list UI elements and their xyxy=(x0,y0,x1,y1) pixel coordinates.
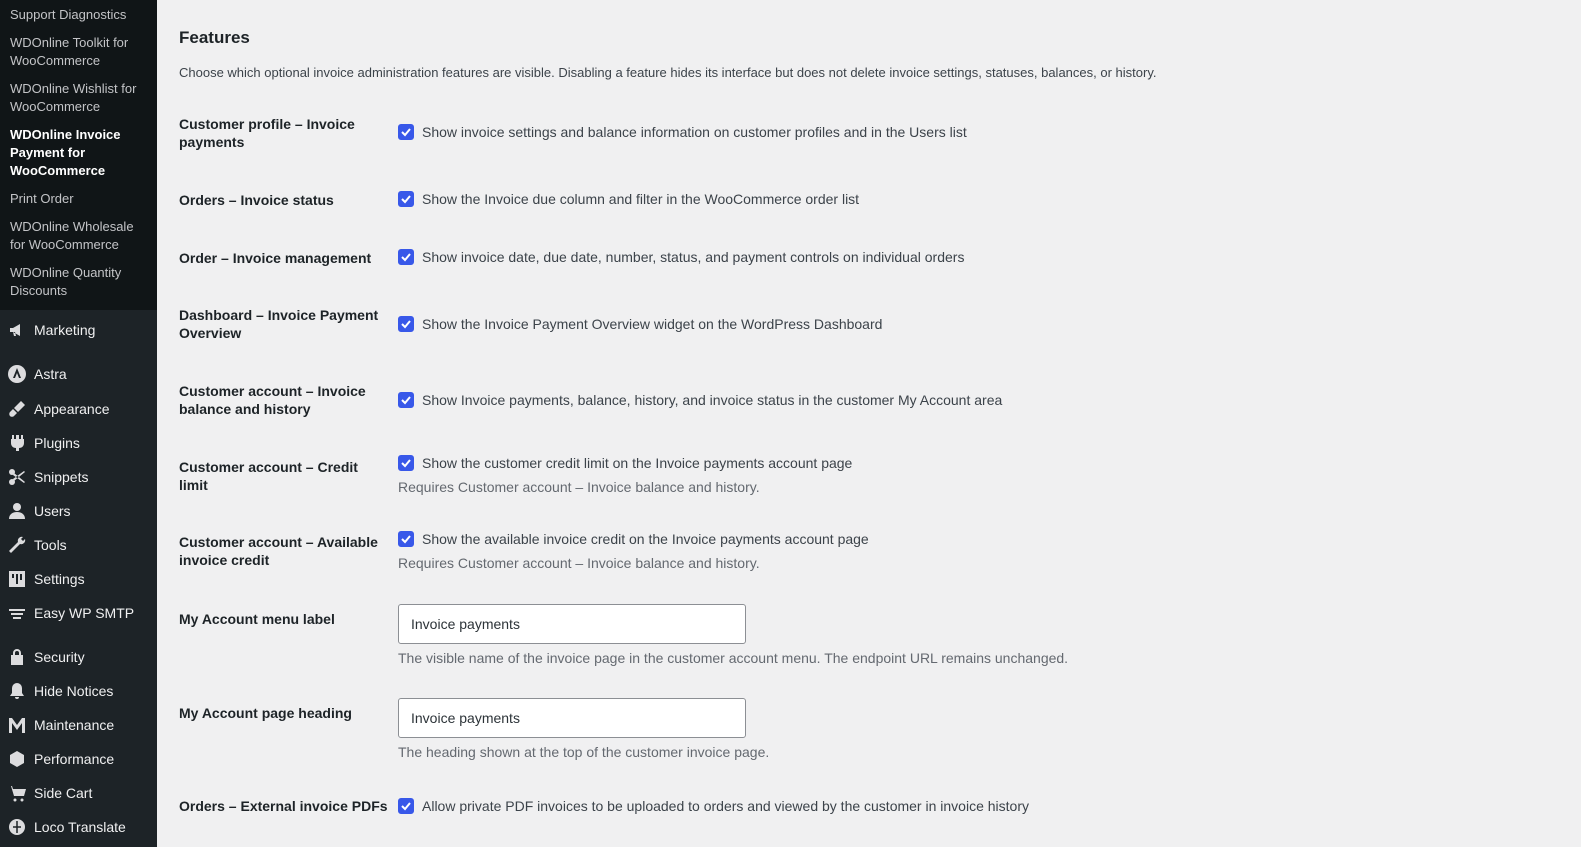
menu-item-security[interactable] xyxy=(0,640,157,674)
checkbox-checked-icon[interactable] xyxy=(398,124,414,140)
menu-item-maintenance[interactable] xyxy=(0,708,157,742)
menu-label: Snippets xyxy=(34,469,89,485)
checkbox-label: Show Invoice payments, balance, history, and invoice status in the customer My Account area xyxy=(422,392,1003,408)
menu-label: Marketing xyxy=(34,322,96,338)
row-label-page-heading: My Account page heading xyxy=(179,705,352,721)
row-label-available-credit: Customer account – Available invoice credit xyxy=(179,534,378,568)
menu-item-users[interactable] xyxy=(0,494,157,528)
astra-icon xyxy=(0,357,34,391)
lock-icon xyxy=(0,640,34,674)
checkbox-checked-icon[interactable] xyxy=(398,392,414,408)
menu-label: Security xyxy=(34,649,85,665)
menu-label: Maintenance xyxy=(34,717,115,733)
help-text-menu-label: The visible name of the invoice page in the customer account menu. The endpoint URL remains unchanged. xyxy=(398,650,1069,666)
smtp-icon xyxy=(0,596,34,630)
submenu-item-wholesale[interactable]: WDOnline Wholesale for WooCommerce xyxy=(10,219,134,252)
menu-label-input[interactable] xyxy=(398,604,746,644)
checkbox-label: Show invoice date, due date, number, status, and payment controls on individual orders xyxy=(422,249,965,265)
menu-item-plugins[interactable] xyxy=(0,426,157,460)
submenu-item-quantity-discounts[interactable]: WDOnline Quantity Discounts xyxy=(10,265,122,298)
menu-label: Performance xyxy=(34,751,115,767)
menu-label: Astra xyxy=(34,366,67,382)
admin-sidebar xyxy=(0,0,157,847)
menu-item-hide-notices[interactable] xyxy=(0,674,157,708)
checkbox-customer-profile[interactable] xyxy=(398,124,967,140)
menu-item-tools[interactable] xyxy=(0,528,157,562)
menu-label: Plugins xyxy=(34,435,80,451)
bell-icon xyxy=(0,674,34,708)
menu-item-settings[interactable] xyxy=(0,562,157,596)
cart-icon xyxy=(0,776,34,810)
checkbox-label: Show the Invoice due column and filter in the WooCommerce order list xyxy=(422,191,860,207)
scissors-icon xyxy=(0,460,34,494)
user-icon xyxy=(0,494,34,528)
section-description: Choose which optional invoice administration features are visible. Disabling a feature hides its interface but does not delete invoice settings, statuses, balances, or history. xyxy=(179,65,1157,80)
menu-label: Side Cart xyxy=(34,785,93,801)
row-label-customer-account-balance: Customer account – Invoice balance and history xyxy=(179,383,366,417)
row-label-dashboard-overview: Dashboard – Invoice Payment Overview xyxy=(179,307,379,341)
menu-label: Users xyxy=(34,503,71,519)
maintenance-icon xyxy=(0,708,34,742)
checkbox-credit-limit[interactable] xyxy=(398,455,852,471)
checkbox-checked-icon[interactable] xyxy=(398,531,414,547)
checkbox-order-invoice-management[interactable] xyxy=(398,249,964,265)
row-label-menu-label: My Account menu label xyxy=(179,611,335,627)
checkbox-label: Show the Invoice Payment Overview widget on the WordPress Dashboard xyxy=(422,316,883,332)
row-label-order-invoice-management: Order – Invoice management xyxy=(179,250,372,266)
menu-label: Appearance xyxy=(34,401,110,417)
checkbox-orders-invoice-status[interactable] xyxy=(398,191,859,207)
checkbox-label: Show the available invoice credit on the Invoice payments account page xyxy=(422,531,869,547)
settings-icon xyxy=(0,562,34,596)
menu-item-easy-wp-smtp[interactable] xyxy=(0,596,157,630)
menu-item-loco-translate[interactable] xyxy=(0,810,157,844)
menu-label: Loco Translate xyxy=(34,819,126,835)
checkbox-checked-icon[interactable] xyxy=(398,455,414,471)
menu-item-marketing[interactable] xyxy=(0,313,157,347)
menu-item-astra[interactable] xyxy=(0,357,157,391)
menu-item-side-cart[interactable] xyxy=(0,776,157,810)
main-content xyxy=(157,0,1581,847)
menu-item-appearance[interactable] xyxy=(0,392,157,426)
checkbox-checked-icon[interactable] xyxy=(398,249,414,265)
menu-label: Tools xyxy=(34,537,67,553)
wrench-icon xyxy=(0,528,34,562)
checkbox-label: Allow private PDF invoices to be uploaded to orders and viewed by the customer in invoice history xyxy=(422,798,1029,814)
menu-label: Easy WP SMTP xyxy=(34,605,135,621)
row-label-credit-limit: Customer account – Credit limit xyxy=(179,459,358,493)
plugin-icon xyxy=(0,426,34,460)
page-heading-input[interactable] xyxy=(398,698,746,738)
translate-icon xyxy=(0,810,34,844)
checkbox-dashboard-overview[interactable] xyxy=(398,316,882,332)
row-label-external-pdfs: Orders – External invoice PDFs xyxy=(179,798,388,814)
menu-item-snippets[interactable] xyxy=(0,460,157,494)
checkbox-available-credit[interactable] xyxy=(398,531,869,547)
row-label-orders-invoice-status: Orders – Invoice status xyxy=(179,192,334,208)
submenu-item-wishlist[interactable]: WDOnline Wishlist for WooCommerce xyxy=(10,81,137,114)
submenu-item-print-order[interactable]: Print Order xyxy=(10,191,74,206)
help-text-credit-limit: Requires Customer account – Invoice balance and history. xyxy=(398,479,760,495)
checkbox-label: Show the customer credit limit on the Invoice payments account page xyxy=(422,455,853,471)
submenu-item-invoice-payment[interactable]: WDOnline Invoice Payment for WooCommerce xyxy=(10,127,121,178)
checkbox-external-pdfs[interactable] xyxy=(398,798,1029,814)
menu-item-performance[interactable] xyxy=(0,742,157,776)
checkbox-checked-icon[interactable] xyxy=(398,798,414,814)
submenu xyxy=(0,0,157,310)
submenu-item-toolkit[interactable]: WDOnline Toolkit for WooCommerce xyxy=(10,35,129,68)
paintbrush-icon xyxy=(0,392,34,426)
help-text-page-heading: The heading shown at the top of the customer invoice page. xyxy=(398,744,770,760)
checkbox-label: Show invoice settings and balance information on customer profiles and in the Users list xyxy=(422,124,967,140)
row-label-customer-profile: Customer profile – Invoice payments xyxy=(179,116,355,150)
menu-label: Settings xyxy=(34,571,85,587)
performance-icon xyxy=(0,742,34,776)
checkbox-checked-icon[interactable] xyxy=(398,191,414,207)
menu-label: Hide Notices xyxy=(34,683,114,699)
help-text-available-credit: Requires Customer account – Invoice balance and history. xyxy=(398,555,760,571)
checkbox-customer-account-balance[interactable] xyxy=(398,392,1002,408)
section-title: Features xyxy=(179,28,250,47)
megaphone-icon xyxy=(0,313,34,347)
submenu-item-support-diagnostics[interactable]: Support Diagnostics xyxy=(10,7,127,22)
checkbox-checked-icon[interactable] xyxy=(398,316,414,332)
